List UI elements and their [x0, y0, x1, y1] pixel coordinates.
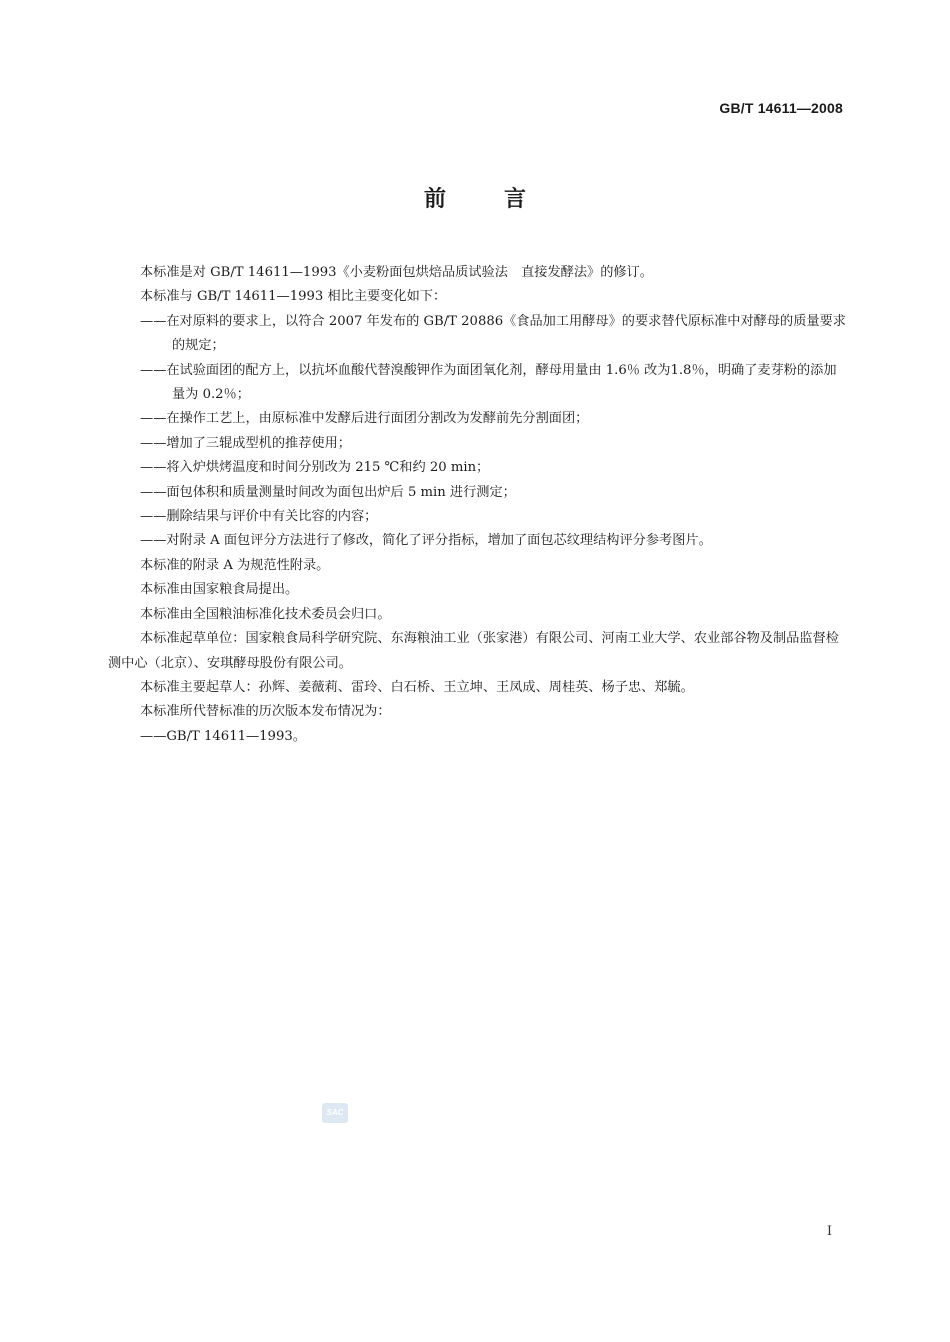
body-paragraph: 本标准由国家粮食局提出。	[140, 582, 299, 598]
page-title: 前言	[423, 186, 584, 212]
body-paragraph: 本标准起草单位：国家粮食局科学研究院、东海粮油工业（张家港）有限公司、河南工业大学、农业部谷物及制品监督检测中心（北京）、安琪酵母股份有限公司。	[108, 631, 839, 671]
document-code: GB/T 14611—2008	[719, 100, 843, 116]
page-number: I	[826, 1224, 832, 1239]
body-paragraph: 本标准由全国粮油标准化技术委员会归口。	[140, 606, 391, 622]
body-paragraph: 本标准所代替标准的历次版本发布情况为：	[140, 704, 391, 720]
change-item: ——面包体积和质量测量时间改为面包出炉后 5 min 进行测定；	[140, 484, 516, 500]
intro-paragraph: 本标准与 GB/T 14611—1993 相比主要变化如下：	[140, 289, 447, 305]
change-item: ——删除结果与评价中有关比容的内容；	[140, 509, 378, 525]
intro-paragraph: 本标准是对 GB/T 14611—1993《小麦粉面包烘焙品质试验法 直接发酵法》的修订。	[140, 265, 653, 280]
change-item: ——在对原料的要求上，以符合 2007 年发布的 GB/T 20886《食品加工用酵母》的要求替代原标准中对酵母的质量要求的规定；	[140, 313, 846, 354]
change-item: ——增加了三辊成型机的推荐使用；	[140, 435, 351, 451]
change-item: ——对附录 A 面包评分方法进行了修改，简化了评分指标，增加了面包芯纹理结构评分参考图片。	[140, 533, 712, 549]
change-item: ——将入炉烘烤温度和时间分别改为 215 ℃和约 20 min；	[140, 460, 490, 476]
watermark-logo: SAC	[322, 1103, 348, 1123]
change-item: ——在操作工艺上，由原标准中发酵后进行面团分割改为发酵前先分割面团；	[140, 411, 589, 427]
previous-version-item: ——GB/T 14611—1993。	[140, 728, 306, 744]
body-paragraph: 本标准的附录 A 为规范性附录。	[140, 557, 330, 573]
document-body	[108, 261, 846, 749]
body-paragraph: 本标准主要起草人：孙辉、姜薇莉、雷玲、白石桥、王立坤、王凤成、周桂英、杨子忠、郑毓。	[140, 679, 694, 695]
change-item: ——在试验面团的配方上，以抗坏血酸代替溴酸钾作为面团氧化剂，酵母用量由 1.6％ 改为1.8％，明确了麦芽粉的添加量为 0.2％；	[140, 362, 837, 403]
